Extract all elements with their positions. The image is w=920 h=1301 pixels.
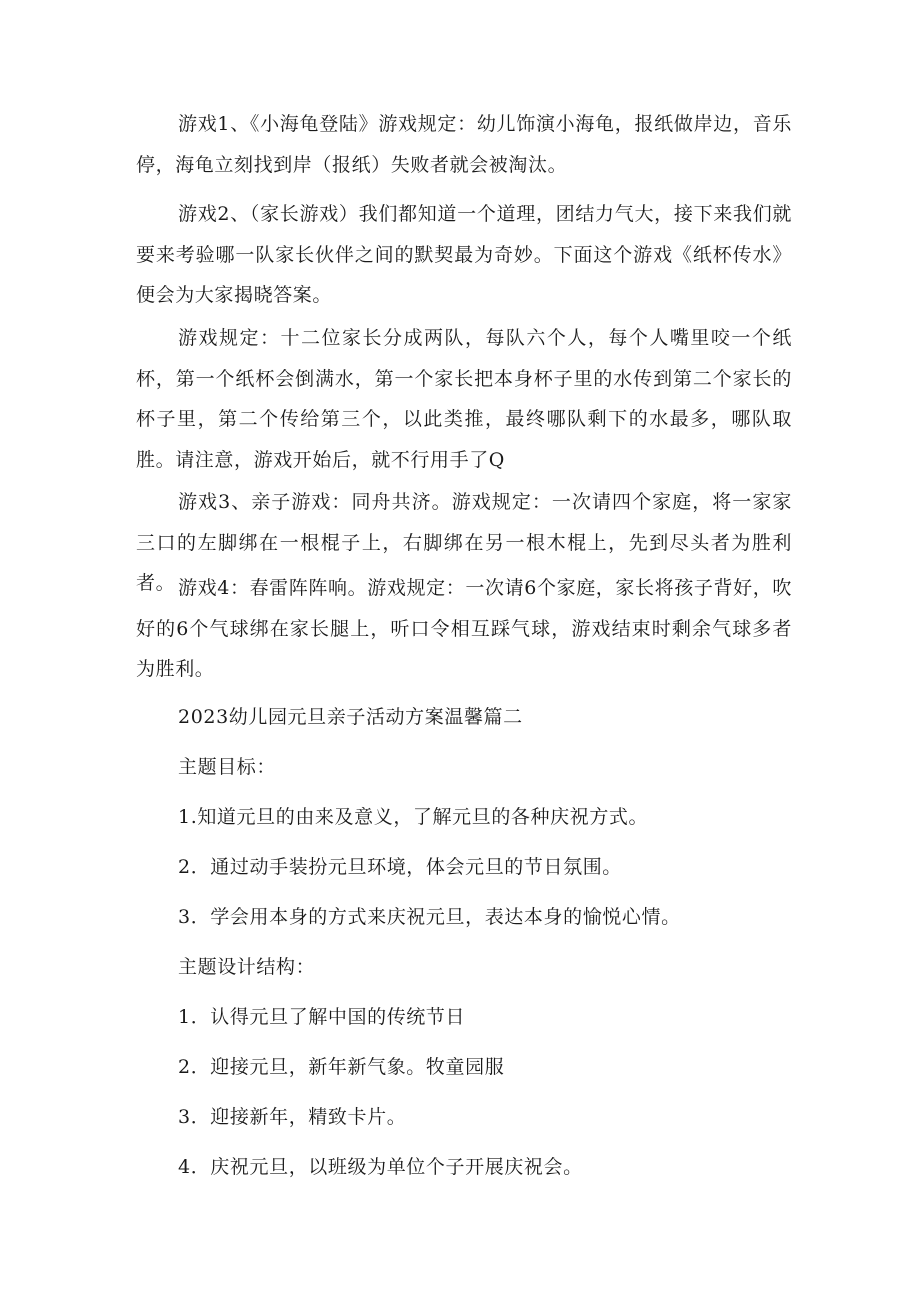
structure-item: 3．迎接新年，精致卡片。 [178, 1106, 407, 1128]
structure-item: 2．迎接元旦，新年新气象。牧童园服 [178, 1056, 505, 1078]
structure-item: 1．认得元旦了解中国的传统节日 [178, 1006, 466, 1028]
section-title: 2023幼儿园元旦亲子活动方案温馨篇二 [178, 706, 523, 728]
paragraph-game-2: 游戏2、（家长游戏）我们都知道一个道理，团结力气大，接下来我们就要来考验哪一队家长伙伴之间的默契最为奇妙。下面这个游戏《纸杯传水》便会为大家揭晓答案。 [136, 203, 792, 306]
goals-heading: 主题目标： [178, 756, 277, 778]
structure-item: 4．庆祝元旦，以班级为单位个子开展庆祝会。 [178, 1156, 583, 1178]
goal-item: 3．学会用本身的方式来庆祝元旦，表达本身的愉悦心情。 [178, 906, 681, 928]
paragraph-game-2-rules: 游戏规定：十二位家长分成两队，每队六个人，每个人嘴里咬一个纸杯，第一个纸杯会倒满水，第一个家长把本身杯子里的水传到第二个家长的杯子里，第二个传给第三个，以此类推，最终哪队剩下的水最多，哪队取胜。请注意，游戏开始后，就不行用手了Q [136, 327, 792, 471]
paragraph-game-3: 游戏3、亲子游戏：同舟共济。游戏规定：一次请四个家庭，将一家家三口的左脚绑在一根棍子上，右脚绑在另一根木棍上，先到尽头者为胜利者。 [136, 491, 792, 594]
paragraph-game-1: 游戏1、《小海龟登陆》游戏规定：幼儿饰演小海龟，报纸做岸边，音乐停，海龟立刻找到岸（报纸）失败者就会被淘汰。 [136, 113, 792, 176]
structure-heading: 主题设计结构： [178, 956, 316, 978]
goal-item: 2．通过动手装扮元旦环境，体会元旦的节日氛围。 [178, 856, 622, 878]
goal-item: 1.知道元旦的由来及意义，了解元旦的各种庆祝方式。 [178, 806, 649, 828]
paragraph-game-4: 游戏4：春雷阵阵响。游戏规定：一次请6个家庭，家长将孩子背好，吹好的6个气球绑在家长腿上，听口令相互踩气球，游戏结束时剩余气球多者为胜利。 [136, 577, 792, 680]
